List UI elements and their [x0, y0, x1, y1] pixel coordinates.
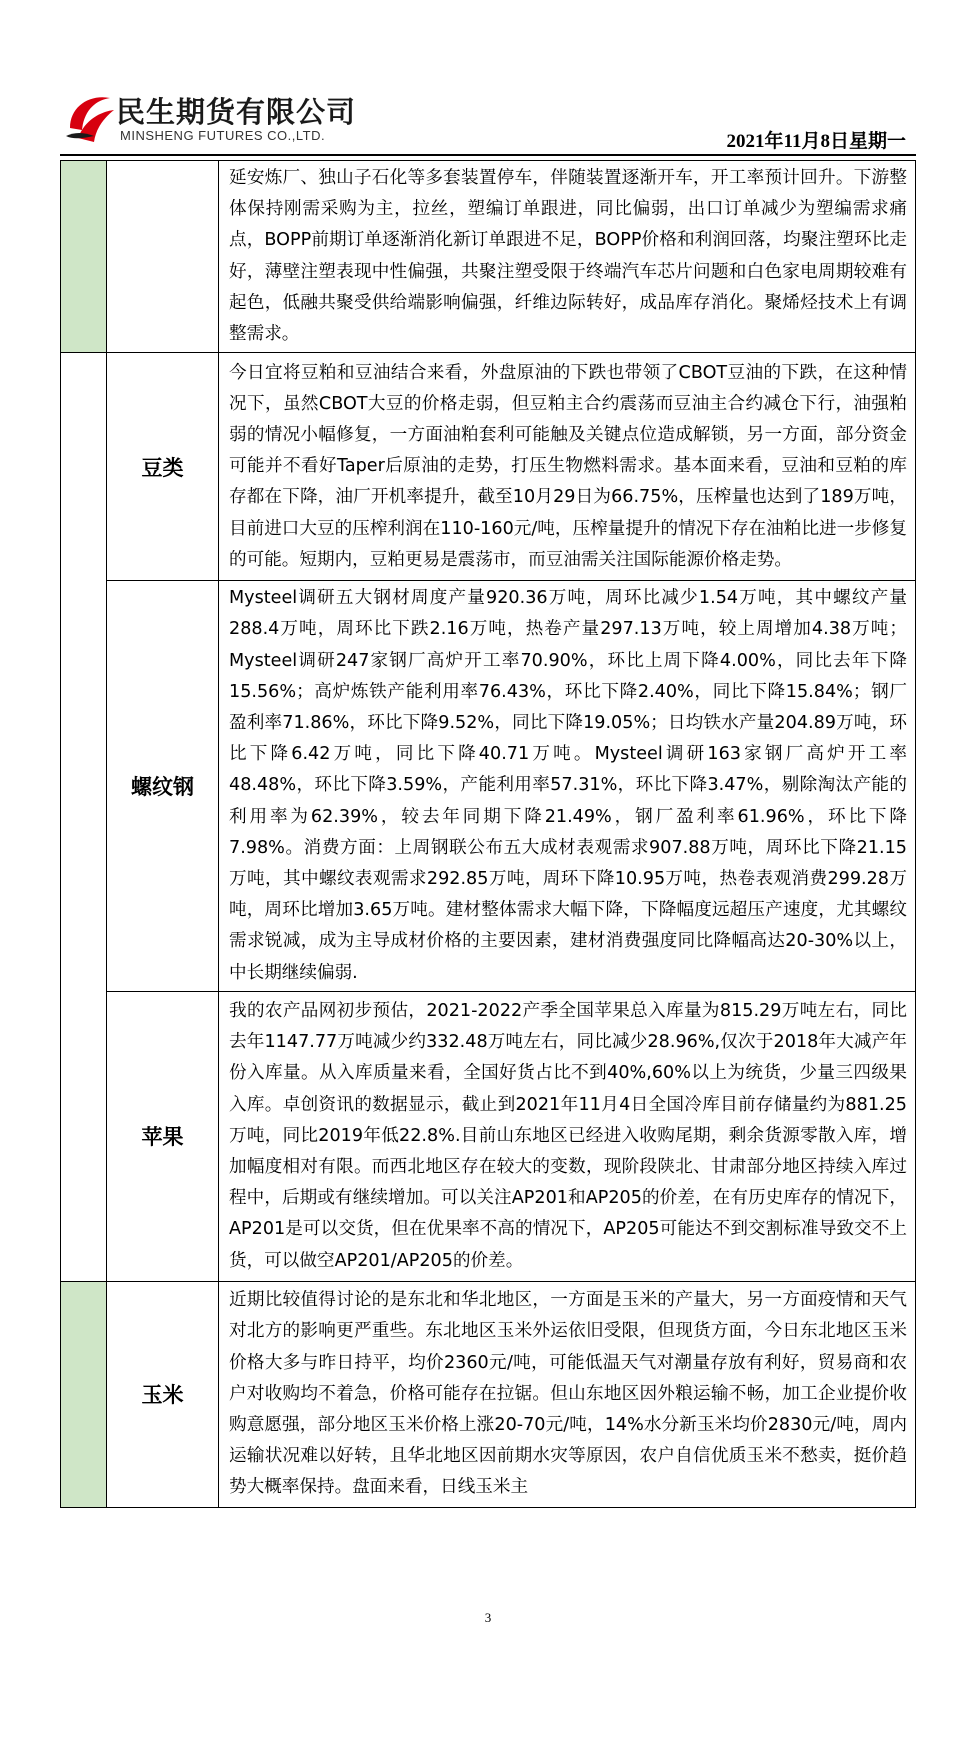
group-marker	[61, 1281, 107, 1507]
header-divider	[60, 154, 916, 156]
group-marker-blank	[61, 353, 107, 1282]
table-row-rebar	[61, 581, 916, 992]
category-cell: 豆类	[107, 353, 219, 581]
company-logo	[64, 88, 357, 150]
category-cell	[107, 161, 219, 353]
category-cell: 苹果	[107, 991, 219, 1281]
table-row-apple	[61, 991, 916, 1281]
group-marker	[61, 161, 107, 353]
page-number: 3	[484, 1610, 492, 1625]
minsheng-logo-icon	[64, 88, 116, 144]
report-date: 2021年11月8日星期一	[726, 131, 906, 152]
table-row-corn	[61, 1281, 916, 1507]
table-row-polyolefin	[61, 161, 916, 353]
category-cell: 玉米	[107, 1281, 219, 1507]
analysis-text: 我的农产品网初步预估，2021-2022产季全国苹果总入库量为815.29万吨左右，同比去年1147.77万吨减少约332.48万吨左右，同比减少28.96%,仅次于2018年大减产年份入库量。从入库质量来看，全国好货占比不到40%,60%以上为统货，少量三四级果入库。卓创资讯的数据显示，截止到2021年11月4日全国冷库目前存储量约为881.25万吨，同比2019年低22.8%.目前山东地区已经进入收购尾期，剩余货源零散入库，增加幅度相对有限。而西北地区存在较大的变数，现阶段陕北、甘肃部分地区持续入库过程中，后期或有继续增加。可以关注AP201和AP205的价差，在有历史库存的情况下，AP201是可以交货，但在优果率不高的情况下，AP205可能达不到交割标准导致交不上货，可以做空AP201/AP205的价差。	[219, 991, 916, 1281]
page-header	[0, 0, 976, 150]
analysis-text: 近期比较值得讨论的是东北和华北地区，一方面是玉米的产量大，另一方面疫情和天气对北方的影响更严重些。东北地区玉米外运依旧受限，但现货方面，今日东北地区玉米价格大多与昨日持平，均价2360元/吨，可能低温天气对潮量存放有利好，贸易商和农户对收购均不着急，价格可能存在拉锯。但山东地区因外粮运输不畅，加工企业提价收购意愿强，部分地区玉米价格上涨20-70元/吨，14%水分新玉米均价2830元/吨，周内运输状况难以好转，且华北地区因前期水灾等原因，农户自信优质玉米不愁卖，挺价趋势大概率保持。盘面来看，日线玉米主	[219, 1281, 916, 1507]
analysis-text: 今日宜将豆粕和豆油结合来看，外盘原油的下跌也带领了CBOT豆油的下跌，在这种情况下，虽然CBOT大豆的价格走弱，但豆粕主合约震荡而豆油主合约减仓下行，油强粕弱的情况小幅修复，一方面油粕套利可能触及关键点位造成解锁，另一方面，部分资金可能并不看好Taper后原油的走势，打压生物燃料需求。基本面来看，豆油和豆粕的库存都在下降，油厂开机率提升，截至10月29日为66.75%，压榨量也达到了189万吨，目前进口大豆的压榨利润在110-160元/吨，压榨量提升的情况下存在油粕比进一步修复的可能。短期内，豆粕更易是震荡市，而豆油需关注国际能源价格走势。	[219, 353, 916, 581]
company-name-en: MINSHENG FUTURES CO.,LTD.	[120, 128, 326, 143]
analysis-text: 延安炼厂、独山子石化等多套装置停车，伴随装置逐渐开车，开工率预计回升。下游整体保持刚需采购为主，拉丝，塑编订单跟进，同比偏弱，出口订单减少为塑编需求痛点，BOPP前期订单逐渐消化新订单跟进不足，BOPP价格和利润回落，均聚注塑环比走好，薄壁注塑表现中性偏强，共聚注塑受限于终端汽车芯片问题和白色家电周期较难有起色，低融共聚受供给端影响偏强，纤维边际转好，成品库存消化。聚烯烃技术上有调整需求。	[219, 161, 916, 353]
table-row-soybean	[61, 353, 916, 581]
category-cell: 螺纹钢	[107, 581, 219, 992]
company-name-cn: 民生期货有限公司	[116, 95, 357, 129]
analysis-text: Mysteel调研五大钢材周度产量920.36万吨，周环比减少1.54万吨，其中螺纹产量288.4万吨，周环比下跌2.16万吨，热卷产量297.13万吨，较上周增加4.38万吨；Mysteel调研247家钢厂高炉开工率70.90%，环比上周下降4.00%，同比去年下降15.56%；高炉炼铁产能利用率76.43%，环比下降2.40%，同比下降15.84%；钢厂盈利率71.86%，环比下降9.52%，同比下降19.05%；日均铁水产量204.89万吨，环比下降6.42万吨，同比下降40.71万吨。Mysteel调研163家钢厂高炉开工率48.48%，环比下降3.59%，产能利用率57.31%，环比下降3.47%，剔除淘汰产能的利用率为62.39%，较去年同期下降21.49%，钢厂盈利率61.96%，环比下降7.98%。消费方面：上周钢联公布五大成材表观需求907.88万吨，周环比下降21.15万吨，其中螺纹表观需求292.85万吨，周环下降10.95万吨，热卷表观消费299.28万吨，周环比增加3.65万吨。建材整体需求大幅下降，下降幅度远超压产速度，尤其螺纹需求锐减，成为主导成材价格的主要因素，建材消费强度同比降幅高达20-30%以上，中长期继续偏弱.	[219, 581, 916, 992]
commodity-table	[60, 160, 916, 1508]
